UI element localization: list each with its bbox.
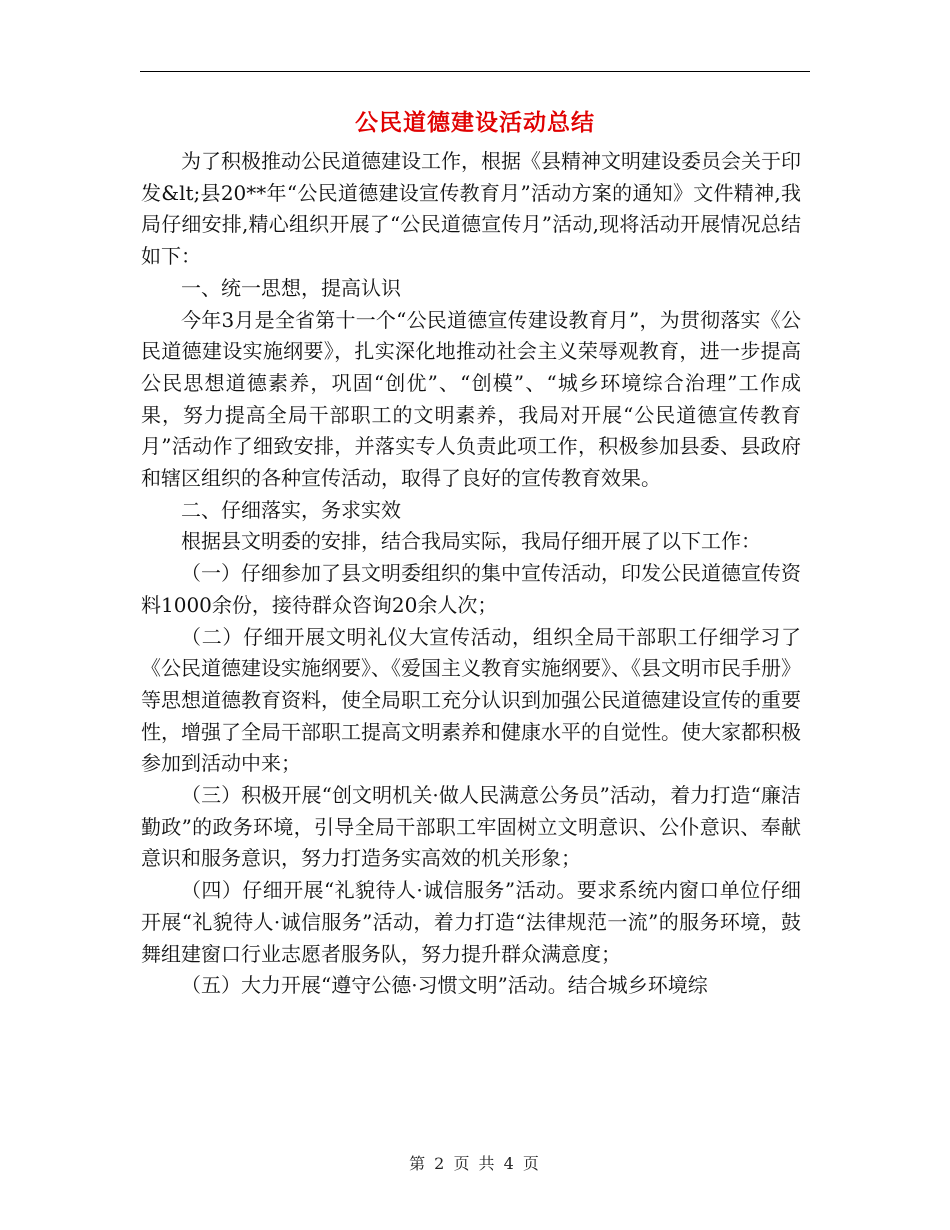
list-item: （一）仔细参加了县文明委组织的集中宣传活动，印发公民道德宣传资料1000余份，接待群众咨询20余人次； <box>141 561 801 617</box>
list-item: （四）仔细开展“礼貌待人·诚信服务”活动。要求系统内窗口单位仔细开展“礼貌待人·诚信服务”活动，着力打造“法律规范一流”的服务环境，鼓舞组建窗口行业志愿者服务队，努力提升群众满意度； <box>141 878 801 966</box>
page-number: 第 2 页 共 4 页 <box>409 1154 541 1173</box>
intro-paragraph: 为了积极推动公民道德建设工作，根据《县精神文明建设委员会关于印发&lt;县20**年“公民道德建设宣传教育月”活动方案的通知》文件精神,我局仔细安排,精心组织开展了“公民道德宣传月”活动,现将活动开展情况总结如下： <box>141 149 801 269</box>
document-body <box>141 146 801 1002</box>
body-paragraph: 根据县文明委的安排，结合我局实际，我局仔细开展了以下工作： <box>181 529 761 554</box>
list-item: （二）仔细开展文明礼仪大宣传活动，组织全局干部职工仔细学习了《公民道德建设实施纲要》、《爱国主义教育实施纲要》、《县文明市民手册》等思想道德教育资料，使全局职工充分认识到加强公民道德建设宣传的重要性，增强了全局干部职工提高文明素养和健康水平的自觉性。使大家都积极参加到活动中来； <box>141 624 801 776</box>
list-item: （五）大力开展“遵守公德·习惯文明”活动。结合城乡环境综 <box>181 973 708 998</box>
header-rule <box>140 71 810 72</box>
list-item: （三）积极开展“创文明机关·做人民满意公务员”活动，着力打造“廉洁勤政”的政务环境，引导全局干部职工牢固树立文明意识、公仆意识、奉献意识和服务意识，努力打造务实高效的机关形象； <box>141 783 801 871</box>
section-heading-2: 二、仔细落实，务求实效 <box>181 497 401 522</box>
section-heading-1: 一、统一思想，提高认识 <box>181 275 401 300</box>
body-paragraph: 今年3月是全省第十一个“公民道德宣传建设教育月”，为贯彻落实《公民道德建设实施纲要》，扎实深化地推动社会主义荣辱观教育，进一步提高公民思想道德素养，巩固“创优”、“创模”、“城乡环境综合治理”工作成果，努力提高全局干部职工的文明素养，我局对开展“公民道德宣传教育月”活动作了细致安排，并落实专人负责此项工作，积极参加县委、县政府和辖区组织的各种宣传活动，取得了良好的宣传教育效果。 <box>141 307 801 491</box>
document-title: 公民道德建设活动总结 <box>355 109 595 136</box>
